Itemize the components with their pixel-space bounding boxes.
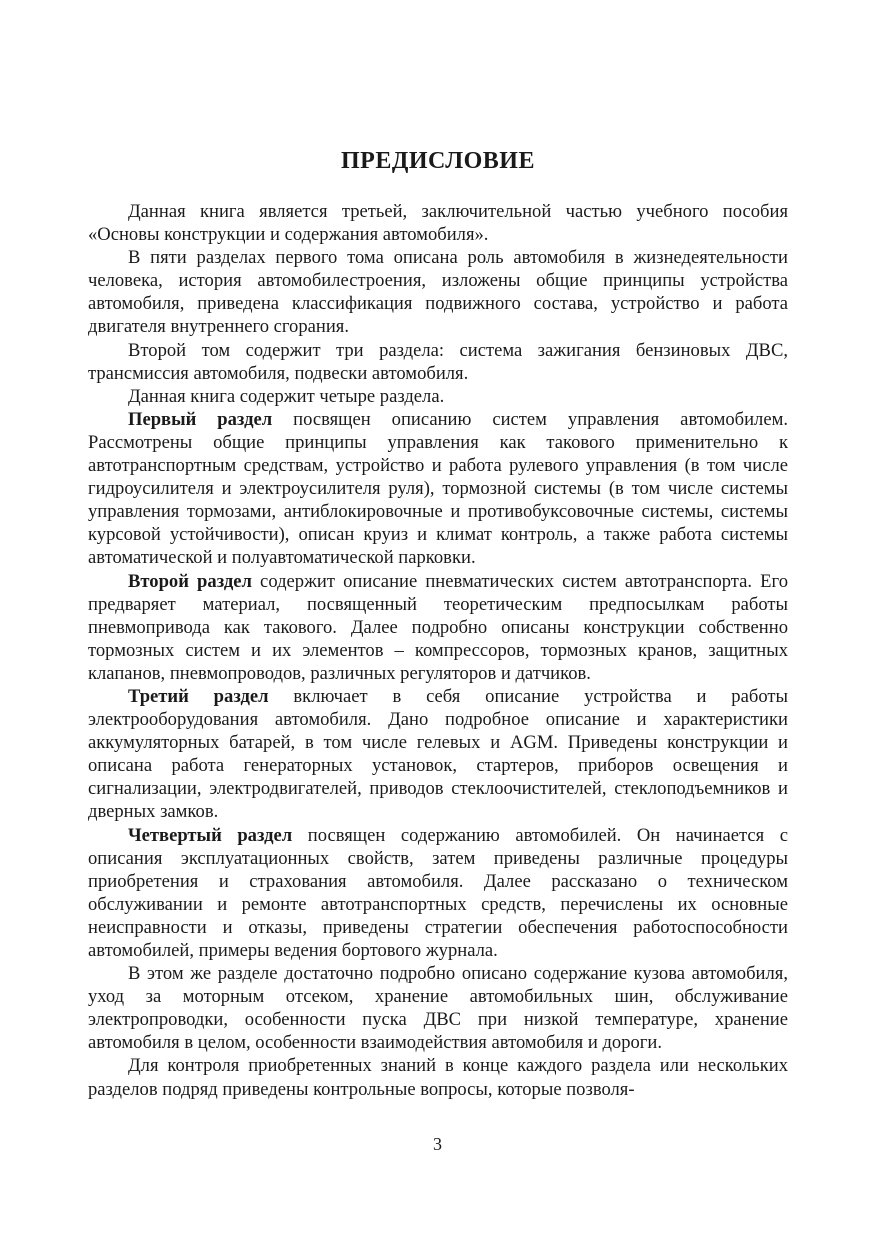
paragraph-text: В этом же разделе достаточно подробно описано содержание кузова автомобиля, уход за моторным отсеком, хранение автомобильных шин, обслуживание электропроводки, особенности пуска ДВС при низкой температуре, хранение автомобиля в целом, особенности взаимодействия автомобиля и дороги. [88,963,788,1054]
paragraph-5 [88,408,788,570]
paragraph-text: Второй том содержит три раздела: система зажигания бензиновых ДВС, трансмиссия автомобиля, подвески автомобиля. [88,339,788,384]
page-title: ПРЕДИСЛОВИЕ [341,148,535,174]
paragraph-4 [88,385,788,408]
paragraph-3 [88,339,788,385]
section-lead: Третий раздел [128,685,269,707]
paragraph-2 [88,246,788,338]
paragraph-8 [88,824,788,963]
paragraph-text: Данная книга содержит четыре раздела. [128,385,445,407]
paragraph-text: содержит описание пневматических систем автотранспорта. Его предваряет материал, посвященный теоретическим предпосылкам работы пневмопривода как такового. Далее подробно описаны конструкции собственно тормозных систем и их элементов – компрессоров, тормозных кранов, защитных клапанов, пневмопроводов, различных регуляторов и датчиков. [88,570,788,684]
paragraph-text: включает в себя описание устройства и работы электрооборудования автомобиля. Дано подробное описание и характеристики аккумуляторных батарей, в том числе гелевых и AGM. Приведены конструкции и описана работа генераторных установок, стартеров, приборов освещения и сигнализации, электродвигателей, приводов стеклоочистителей, стеклоподъемников и дверных замков. [88,685,788,823]
paragraph-7 [88,685,788,824]
paragraph-6 [88,570,788,685]
page-number: 3 [433,1134,442,1154]
paragraph-text: Данная книга является третьей, заключительной частью учебного пособия «Основы конструкции и содержания автомобиля». [88,201,788,246]
section-lead: Второй раздел [128,570,252,592]
paragraph-10 [88,1054,788,1100]
paragraph-text: В пяти разделах первого тома описана роль автомобиля в жизнедеятельности человека, история автомобилестроения, изложены общие принципы устройства автомобиля, приведена классификация подвижного состава, устройство и работа двигателя внутреннего сгорания. [88,247,788,338]
section-lead: Четвертый раздел [128,824,293,846]
paragraph-1 [88,200,788,246]
body-text [88,200,788,1101]
paragraph-9 [88,962,788,1054]
paragraph-text: посвящен описанию систем управления автомобилем. Рассмотрены общие принципы управления как такового применительно к автотранспортным средствам, устройство и работа рулевого управления (в том числе гидроусилителя и электроусилителя руля), тормозной системы (в том числе системы управления тормозами, антиблокировочные и противобуксовочные системы, системы курсовой устойчивости), описан круиз и климат контроль, а также работа системы автоматической и полуавтоматической парковки. [88,408,788,569]
paragraph-text: посвящен содержанию автомобилей. Он начинается с описания эксплуатационных свойств, затем приведены различные процедуры приобретения и страхования автомобиля. Далее рассказано о техническом обслуживании и ремонте автотранспортных средств, перечислены их основные неисправности и отказы, приведены стратегии обеспечения работоспособности автомобилей, примеры ведения бортового журнала. [88,824,788,961]
paragraph-text: Для контроля приобретенных знаний в конце каждого раздела или нескольких разделов подряд приведены контрольные вопросы, которые позволя- [88,1055,788,1100]
section-lead: Первый раздел [128,408,273,430]
